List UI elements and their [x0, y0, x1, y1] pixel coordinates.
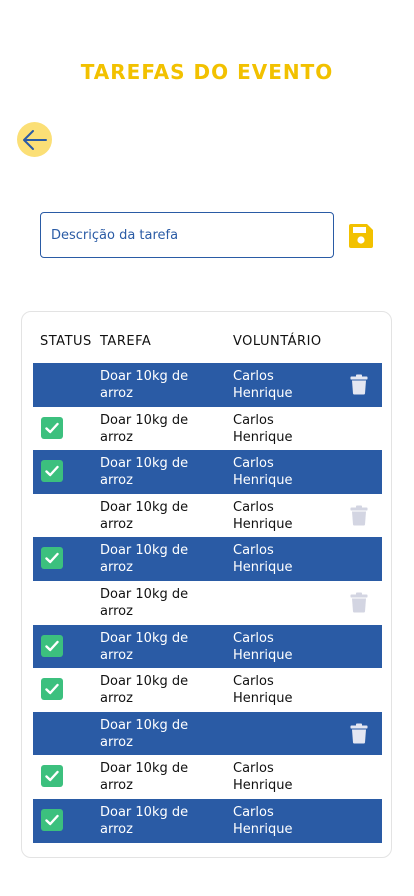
- check-icon: [45, 640, 59, 652]
- status-checkbox[interactable]: [41, 765, 63, 787]
- table-row[interactable]: [33, 363, 382, 407]
- table-row[interactable]: [33, 537, 382, 581]
- status-cell: [41, 591, 63, 613]
- check-icon: [45, 552, 59, 564]
- task-cell: Doar 10kg de arroz: [100, 630, 189, 663]
- check-icon: [45, 422, 59, 434]
- volunteer-cell: Carlos Henrique: [233, 630, 293, 663]
- status-cell[interactable]: [41, 678, 63, 700]
- table-row[interactable]: [33, 450, 382, 494]
- status-cell: [41, 373, 63, 395]
- volunteer-cell: Carlos Henrique: [233, 412, 293, 445]
- task-cell: Doar 10kg de arroz: [100, 674, 189, 707]
- table-header: [22, 332, 391, 352]
- status-checkbox[interactable]: [41, 547, 63, 569]
- table-row[interactable]: [33, 407, 382, 451]
- status-checkbox[interactable]: [41, 635, 63, 657]
- volunteer-cell: Carlos Henrique: [233, 456, 293, 489]
- volunteer-cell: Carlos Henrique: [233, 761, 293, 794]
- task-cell: Doar 10kg de arroz: [100, 499, 189, 532]
- table-row[interactable]: [33, 799, 382, 843]
- floppy-disk-icon: [349, 224, 373, 248]
- table-row[interactable]: [33, 755, 382, 799]
- task-cell: Doar 10kg de arroz: [100, 761, 189, 794]
- table-row[interactable]: [33, 712, 382, 756]
- task-cell: Doar 10kg de arroz: [100, 456, 189, 489]
- table-row[interactable]: [33, 494, 382, 538]
- column-header-task: TAREFA: [100, 334, 152, 349]
- volunteer-cell: Carlos Henrique: [233, 804, 293, 837]
- status-cell: [41, 722, 63, 744]
- status-checkbox[interactable]: [41, 809, 63, 831]
- table-row[interactable]: [33, 668, 382, 712]
- arrow-left-icon: [22, 129, 48, 151]
- check-icon: [45, 770, 59, 782]
- column-header-volunteer: VOLUNTÁRIO: [233, 334, 322, 349]
- volunteer-cell: Carlos Henrique: [233, 369, 293, 401]
- status-checkbox[interactable]: [41, 460, 63, 482]
- status-checkbox[interactable]: [41, 678, 63, 700]
- task-description-input[interactable]: [40, 212, 334, 258]
- table-body: [33, 363, 382, 843]
- trash-icon: [350, 592, 368, 613]
- back-button[interactable]: [17, 122, 52, 157]
- status-cell[interactable]: [41, 635, 63, 657]
- delete-button[interactable]: [350, 374, 370, 396]
- task-cell: Doar 10kg de arroz: [100, 369, 189, 401]
- trash-icon: [350, 374, 368, 395]
- task-cell: Doar 10kg de arroz: [100, 804, 189, 837]
- task-cell: Doar 10kg de arroz: [100, 543, 189, 576]
- table-row[interactable]: [33, 581, 382, 625]
- task-cell: Doar 10kg de arroz: [100, 586, 189, 619]
- column-header-status: STATUS: [40, 334, 92, 349]
- delete-button[interactable]: [350, 592, 370, 614]
- task-cell: Doar 10kg de arroz: [100, 717, 189, 750]
- save-button[interactable]: [348, 223, 374, 249]
- task-cell: Doar 10kg de arroz: [100, 412, 189, 445]
- status-cell[interactable]: [41, 547, 63, 569]
- volunteer-cell: Carlos Henrique: [233, 499, 293, 532]
- volunteer-cell: Carlos Henrique: [233, 674, 293, 707]
- delete-button[interactable]: [350, 723, 370, 745]
- table-row[interactable]: [33, 625, 382, 669]
- check-icon: [45, 465, 59, 477]
- status-checkbox[interactable]: [41, 417, 63, 439]
- status-cell[interactable]: [41, 417, 63, 439]
- page-title: TAREFAS DO EVENTO: [80, 60, 334, 84]
- status-cell[interactable]: [41, 460, 63, 482]
- tasks-table-card: [21, 311, 392, 858]
- volunteer-cell: Carlos Henrique: [233, 543, 293, 576]
- status-cell: [41, 504, 63, 526]
- delete-button[interactable]: [350, 505, 370, 527]
- status-cell[interactable]: [41, 765, 63, 787]
- trash-icon: [350, 723, 368, 744]
- check-icon: [45, 683, 59, 695]
- trash-icon: [350, 505, 368, 526]
- status-cell[interactable]: [41, 809, 63, 831]
- check-icon: [45, 814, 59, 826]
